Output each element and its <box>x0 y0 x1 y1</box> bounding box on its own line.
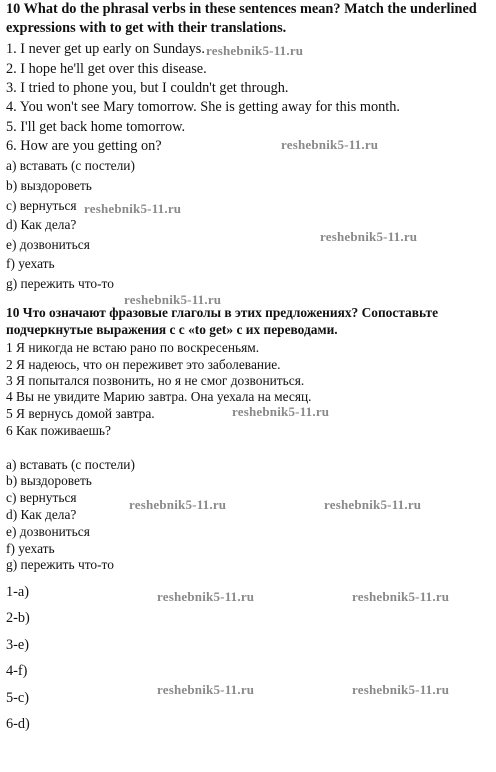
russian-option-d: d) Как дела? <box>6 507 77 522</box>
english-sentence-6: 6. How are you getting on? <box>6 138 162 154</box>
english-option-d: d) Как дела? <box>6 217 77 232</box>
answer-2: 2-b) <box>6 610 30 626</box>
watermark: reshebnik5-11.ru <box>352 589 450 604</box>
answer-3: 3-e) <box>6 637 30 653</box>
english-option-g: g) пережить что-то <box>6 276 114 291</box>
russian-sentence-1: 1 Я никогда не встаю рано по воскресеньям. <box>6 340 260 355</box>
watermark: reshebnik5-11.ru <box>232 404 330 419</box>
russian-option-g: g) пережить что-то <box>6 557 114 572</box>
russian-sentence-2: 2 Я надеюсь, что он переживет это заболевание. <box>6 357 281 372</box>
english-sentence-5: 5. I'll get back home tomorrow. <box>6 119 186 135</box>
english-sentence-4: 4. You won't see Mary tomorrow. She is getting away for this month. <box>6 99 400 115</box>
english-option-a: a) вставать (с постели) <box>6 158 135 173</box>
russian-sentence-6: 6 Как поживаешь? <box>6 423 111 438</box>
russian-sentence-4: 4 Вы не увидите Марию завтра. Она уехала на месяц. <box>6 389 312 404</box>
russian-option-c: c) вернуться <box>6 490 77 505</box>
watermark: reshebnik5-11.ru <box>129 497 227 512</box>
answer-4: 4-f) <box>6 663 28 679</box>
watermark: reshebnik5-11.ru <box>157 589 255 604</box>
watermark: reshebnik5-11.ru <box>84 201 182 216</box>
english-option-f: f) уехать <box>6 256 55 271</box>
answer-5: 5-c) <box>6 690 30 706</box>
watermark: reshebnik5-11.ru <box>320 229 418 244</box>
english-sentence-3: 3. I tried to phone you, but I couldn't get through. <box>6 80 289 96</box>
russian-option-f: f) уехать <box>6 541 55 556</box>
russian-title-line-2: подчеркнутые выражения с с «to get» с их переводами. <box>6 322 338 337</box>
watermark: reshebnik5-11.ru <box>324 497 422 512</box>
russian-option-a: a) вставать (с постели) <box>6 457 135 472</box>
watermark: reshebnik5-11.ru <box>352 682 450 697</box>
russian-title-line-1: 10 Что означают фразовые глаголы в этих предложениях? Сопоставьте <box>6 305 439 320</box>
russian-option-b: b) выздороветь <box>6 473 92 488</box>
watermark: reshebnik5-11.ru <box>157 682 255 697</box>
english-sentence-2: 2. I hope he'll get over this disease. <box>6 61 207 77</box>
english-option-e: e) дозвониться <box>6 237 90 252</box>
english-title-line-2: expressions with to get with their translations. <box>6 20 287 36</box>
russian-sentence-5: 5 Я вернусь домой завтра. <box>6 406 155 421</box>
answer-6: 6-d) <box>6 716 30 732</box>
watermark: reshebnik5-11.ru <box>281 137 379 152</box>
russian-option-e: e) дозвониться <box>6 524 90 539</box>
answer-1: 1-a) <box>6 584 30 600</box>
english-sentence-1: 1. I never get up early on Sundays. <box>6 41 205 57</box>
watermark: reshebnik5-11.ru <box>206 43 304 58</box>
english-title-line-1: 10 What do the phrasal verbs in these sentences mean? Match the underlined <box>6 1 477 17</box>
watermark: reshebnik5-11.ru <box>124 292 222 307</box>
english-option-c: c) вернуться <box>6 198 77 213</box>
russian-sentence-3: 3 Я попытался позвонить, но я не смог дозвониться. <box>6 373 305 388</box>
english-option-b: b) выздороветь <box>6 178 92 193</box>
